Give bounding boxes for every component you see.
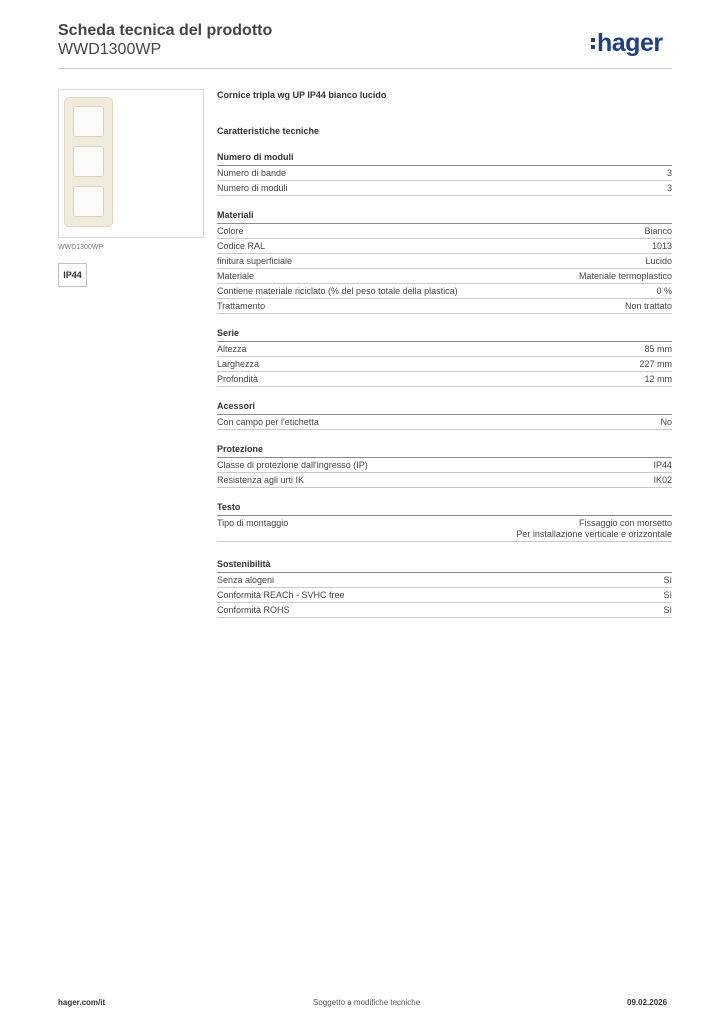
logo-text: hager [597, 29, 663, 57]
spec-value [653, 475, 672, 486]
spec-value [644, 226, 672, 237]
spec-value-line: IK02 [653, 475, 672, 485]
spec-value-line: Sì [663, 605, 672, 615]
spec-value [652, 241, 672, 252]
spec-value-line: 12 mm [644, 374, 672, 384]
ip-rating-badge: IP44 [58, 263, 87, 287]
spec-value-line: Lucido [645, 256, 672, 266]
spec-value-line: Sì [663, 575, 672, 585]
spec-label: Numero di bande [217, 168, 287, 178]
spec-value [645, 256, 672, 267]
spec-row [217, 588, 672, 603]
spec-value-line: Sì [663, 590, 672, 600]
spec-value [516, 518, 672, 540]
spec-label: finitura superficiale [217, 256, 293, 266]
section-title: Acessori [217, 400, 672, 415]
spec-value-line: 227 mm [639, 359, 672, 369]
product-image-caption: WWD1300WP [58, 244, 104, 251]
spec-value [653, 460, 672, 471]
spec-value-line: 3 [666, 183, 672, 193]
spec-row [217, 239, 672, 254]
footer-date: 09.02.2026 [627, 998, 668, 1007]
spec-row [217, 166, 672, 181]
spec-value-line: Per installazione verticale e orizzontale [516, 529, 672, 539]
spec-value-line: 0 % [656, 286, 672, 296]
spec-label: Profondità [217, 374, 259, 384]
spec-value-line: No [660, 417, 672, 427]
spec-section [217, 400, 672, 430]
spec-label: Numero di moduli [217, 183, 288, 193]
spec-section [217, 501, 672, 542]
spec-label: Codice RAL [217, 241, 266, 251]
section-title: Protezione [217, 443, 672, 458]
spec-row [217, 372, 672, 387]
spec-value [660, 417, 672, 428]
spec-value-line: 85 mm [644, 344, 672, 354]
spec-row [217, 603, 672, 618]
spec-value [667, 183, 672, 194]
spec-row [217, 415, 672, 430]
document-title: Scheda tecnica del prodotto [58, 22, 273, 39]
spec-label: Larghezza [217, 359, 260, 369]
spec-label: Senza alogeni [217, 575, 275, 585]
spec-row [217, 573, 672, 588]
spec-value [663, 575, 672, 586]
section-title: Serie [217, 327, 672, 342]
product-image [58, 89, 204, 238]
spec-row [217, 357, 672, 372]
spec-value [579, 271, 672, 282]
spec-label: Altezza [217, 344, 247, 354]
spec-row [217, 516, 672, 542]
spec-sections [217, 151, 672, 618]
spec-value [663, 605, 672, 616]
spec-label: Tipo di montaggio [217, 518, 289, 528]
spec-value [663, 590, 672, 601]
spec-label: Conformità ROHS [217, 605, 290, 615]
frame-opening [73, 146, 104, 177]
spec-row [217, 284, 672, 299]
footer-note: Soggetto a modifiche tecniche [313, 998, 421, 1007]
spec-value [656, 286, 672, 297]
spec-value-line: Materiale termoplastico [578, 271, 672, 281]
spec-row [217, 224, 672, 239]
spec-section [217, 558, 672, 618]
specs-heading: Caratteristiche tecniche [217, 126, 320, 136]
frame-opening [73, 106, 104, 137]
specifications [217, 89, 672, 618]
product-description: Cornice tripla wg UP IP44 bianco lucido [217, 90, 387, 100]
spec-row [217, 181, 672, 196]
spec-value [644, 374, 672, 385]
spec-section [217, 443, 672, 488]
spec-label: Trattamento [217, 301, 266, 311]
section-title: Numero di moduli [217, 151, 672, 166]
spec-section [217, 209, 672, 314]
spec-value [625, 301, 672, 312]
spec-row [217, 458, 672, 473]
spec-value [667, 168, 672, 179]
hager-logo [591, 28, 663, 58]
spec-value-line: Fissaggio con morsetto [578, 518, 672, 528]
spec-value-line: 3 [666, 168, 672, 178]
spec-label: Materiale [217, 271, 255, 281]
frame-opening [73, 186, 104, 217]
spec-section [217, 327, 672, 387]
spec-label: Conformità REACh - SVHC free [217, 590, 345, 600]
spec-label: Classe di protezione dall'ingresso (IP) [217, 460, 368, 470]
spec-value-line: IP44 [653, 460, 672, 470]
header-divider [58, 68, 672, 69]
spec-label: Contiene materiale riciclato (% del peso totale della plastica) [217, 286, 458, 296]
logo-dots-icon [591, 36, 595, 50]
spec-row [217, 254, 672, 269]
spec-row [217, 473, 672, 488]
footer-website: hager.com/it [58, 998, 106, 1007]
triple-frame-illustration [64, 97, 113, 227]
spec-row [217, 342, 672, 357]
spec-value-line: Bianco [644, 226, 672, 236]
section-title: Materiali [217, 209, 672, 224]
spec-label: Resistenza agli urti IK [217, 475, 305, 485]
spec-label: Colore [217, 226, 244, 236]
product-code: WWD1300WP [58, 41, 162, 58]
spec-value [639, 359, 672, 370]
spec-section [217, 151, 672, 196]
spec-value-line: Non trattato [624, 301, 672, 311]
spec-row [217, 299, 672, 314]
spec-value-line: 1013 [651, 241, 672, 251]
section-title: Testo [217, 501, 672, 516]
spec-value [644, 344, 672, 355]
spec-label: Con campo per l'etichetta [217, 417, 319, 427]
section-title: Sostenibilità [217, 558, 672, 573]
spec-row [217, 269, 672, 284]
